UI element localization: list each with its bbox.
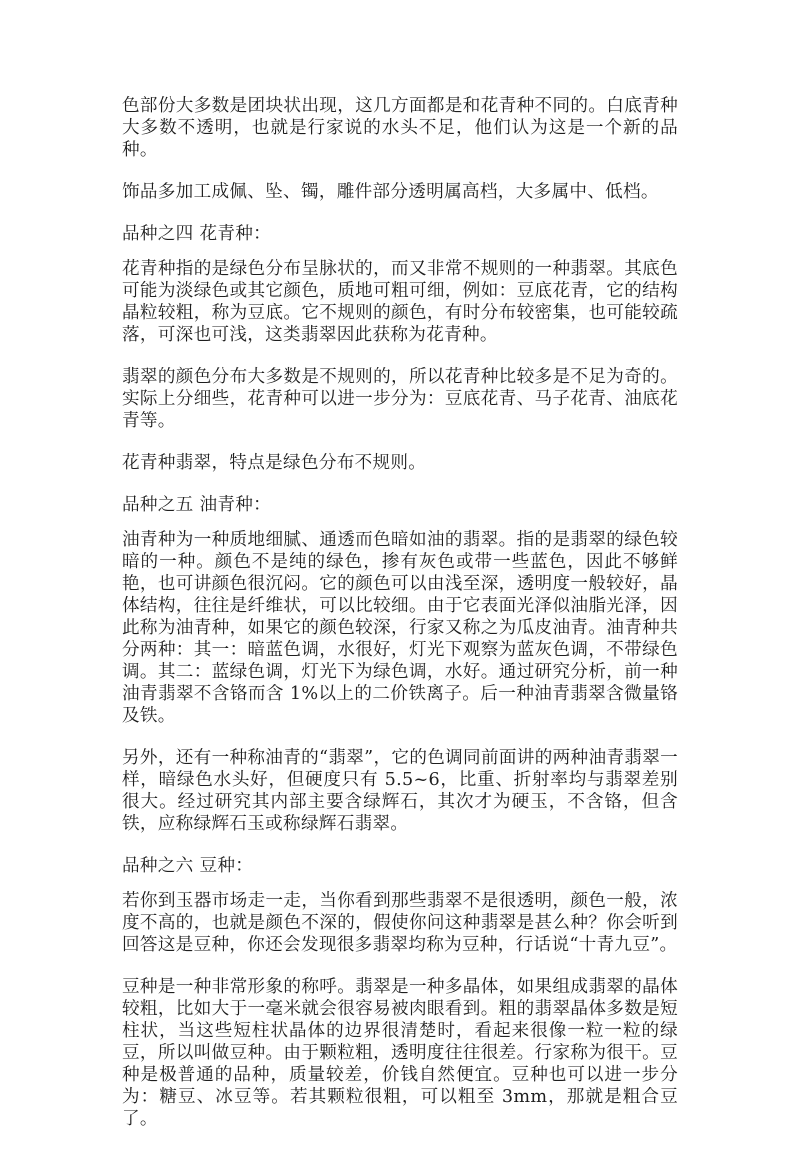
paragraph-ornament-grades: 饰品多加工成佩、坠、镯，雕件部分透明属高档，大多属中、低档。 [122, 182, 659, 202]
section-heading-variety-6: 品种之六 豆种： [122, 856, 254, 876]
paragraph-huaqing-definition: 花青种指的是绿色分布呈脉状的，而又非常不规则的一种翡翠。其底色可能为淡绿色或其它颜色，质地可粗可细，例如：豆底花青，它的结构晶粒较粗，称为豆底。它不规则的颜色，有时分布较密集，也可能较疏落，可深也可浅，这类翡翠因此获称为花青种。 [122, 259, 678, 345]
paragraph-huaqing-feature: 花青种翡翠，特点是绿色分布不规则。 [122, 453, 427, 473]
paragraph-dou-definition: 豆种是一种非常形象的称呼。翡翠是一种多晶体，如果组成翡翠的晶体较粗，比如大于一毫米就会很容易被肉眼看到。粗的翡翠晶体多数是短柱状，当这些短柱状晶体的边界很清楚时，看起来很像一粒一粒的绿豆，所以叫做豆种。由于颗粒粗，透明度往往很差。行家称为很干。豆种是极普通的品种，质量较差，价钱自然便宜。豆种也可以进一步分为：糖豆、冰豆等。若其颗粒很粗，可以粗至 3mm，那就是粗合豆了。 [122, 977, 678, 1129]
paragraph-white-base-green-continued: 色部份大多数是团块状出现，这几方面都是和花青种不同的。白底青种大多数不透明，也就是行家说的水头不足，他们认为这是一个新的品种。 [122, 96, 678, 160]
document-page [122, 95, 678, 1150]
section-heading-variety-5: 品种之五 油青种： [122, 495, 272, 515]
paragraph-youqing-definition: 油青种为一种质地细腻、通透而色暗如油的翡翠。指的是翡翠的绿色较暗的一种。颜色不是纯的绿色，掺有灰色或带一些蓝色，因此不够鲜艳，也可讲颜色很沉闷。它的颜色可以由浅至深，透明度一般较好，晶体结构，往往是纤维状，可以比较细。由于它表面光泽似油脂光泽，因此称为油青种，如果它的颜色较深，行家又称之为瓜皮油青。油青种共分两种：其一：暗蓝色调，水很好，灯光下观察为蓝灰色调，不带绿色调。其二：蓝绿色调，灯光下为绿色调，水好。通过研究分析，前一种油青翡翠不含铬而含 1%以上的二价铁离子。后一种油青翡翠含微量铬及铁。 [122, 530, 678, 726]
paragraph-dou-market: 若你到玉器市场走一走，当你看到那些翡翠不是很透明，颜色一般，浓度不高的，也就是颜色不深的，假使你问这种翡翠是甚么种？你会听到回答这是豆种，你还会发现很多翡翠均称为豆种，行话说“十青九豆”。 [122, 891, 678, 955]
paragraph-youqing-omphacite: 另外，还有一种称油青的“翡翠”，它的色调同前面讲的两种油青翡翠一样，暗绿色水头好，但硬度只有 5.5~6，比重、折射率均与翡翠差别很大。经过研究其内部主要含绿辉石，其次才为硬玉，不含铬，但含铁，应称绿辉石玉或称绿辉石翡翠。 [122, 748, 678, 834]
section-heading-variety-4: 品种之四 花青种： [122, 224, 272, 244]
paragraph-huaqing-subtypes: 翡翠的颜色分布大多数是不规则的，所以花青种比较多是不足为奇的。实际上分细些，花青种可以进一步分为：豆底花青、马子花青、油底花青等。 [122, 367, 678, 431]
